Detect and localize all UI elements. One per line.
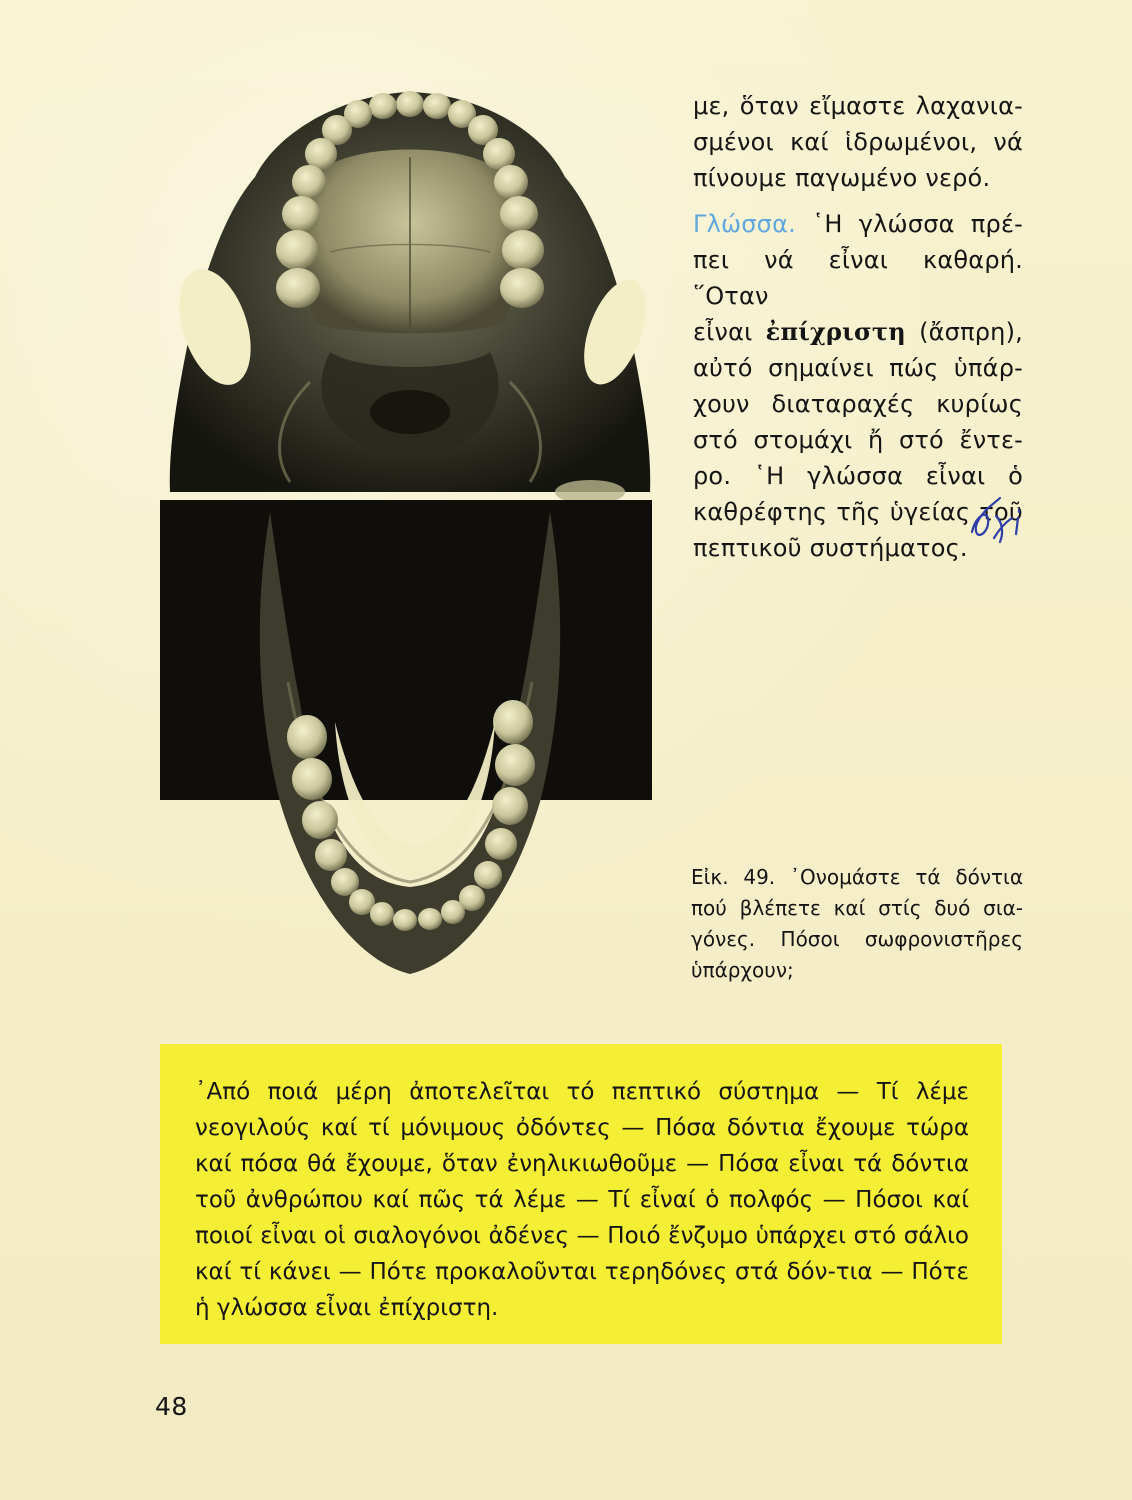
caption-line: πού βλέπετε καί στίς δυό σια- [691, 896, 1023, 920]
caption-line: ὑπάρχουν; [691, 958, 794, 982]
paragraph-line: καθρέφτης τῆς ὑγείας τοῦ [693, 498, 1023, 526]
page-number: 48 [155, 1392, 188, 1421]
paragraph-line: πει νά εἶναι καθαρή. ῞Οταν [693, 246, 1023, 310]
paragraph-line: αὐτό σημαίνει πώς ὑπάρ- [693, 354, 1023, 382]
paragraph-line: στό στομάχι ἤ στό ἔντε- [693, 426, 1023, 454]
jaws-photograph [160, 82, 660, 992]
paragraph-line: με, ὅταν εἴμαστε λαχανια- [693, 92, 1023, 120]
paragraph-line: ρο. ῾Η γλώσσα εἶναι ὁ [693, 462, 1023, 490]
paragraph-line: πεπτικοῦ συστήματος. [693, 534, 968, 562]
paragraph-line [693, 314, 1023, 350]
paragraph-line [693, 206, 1023, 242]
bold-term: ἐπίχριστη [765, 317, 906, 346]
caption-line: Εἰκ. 49. ᾿Ονομάστε τά δόντια [691, 865, 1023, 889]
review-questions-text: ᾿Από ποιά μέρη ἀποτελεῖται τό πεπτικό σύστημα — Τί λέμε νεογιλούς καί τί μόνιμους ὀδόντες — Πόσα δόντια ἔχουμε τώρα καί πόσα θά ἔχουμε, ὅταν ἐνηλικιωθοῦμε — Πόσα εἶναι τά δόντια τοῦ ἀνθρώπου καί πῶς τά λέμε — Τί εἶναί ὁ πολφός — Πόσοι καί ποιοί εἶναι οἱ σιαλογόνοι ἀδένες — Ποιό ἔνζυμο ὑπάρχει στό σάλιο καί τί κάνει — Πότε προκαλοῦνται τερηδόνες στά δόν-τια — Πότε ἡ γλώσσα εἶναι ἐπίχριστη. [195, 1079, 969, 1321]
paragraph-line: χουν διαταραχές κυρίως [693, 390, 1023, 418]
paragraph-line: πίνουμε παγωμένο νερό. [693, 164, 991, 192]
handwritten-mark [966, 492, 1036, 552]
review-questions-box [160, 1044, 1002, 1344]
paragraph-text: (ἄσπρη), [905, 318, 1023, 346]
paragraph-line: σμένοι καί ἱδρωμένοι, νά [693, 128, 1023, 156]
section-heading-tongue: Γλώσσα. [693, 210, 796, 238]
figure-caption [691, 862, 1023, 986]
caption-line: γόνες. Πόσοι σωφρονιστῆρες [691, 927, 1023, 951]
paragraph-text: ῾Η γλώσσα πρέ- [795, 210, 1023, 238]
paragraph-text: εἶναι [693, 318, 766, 346]
